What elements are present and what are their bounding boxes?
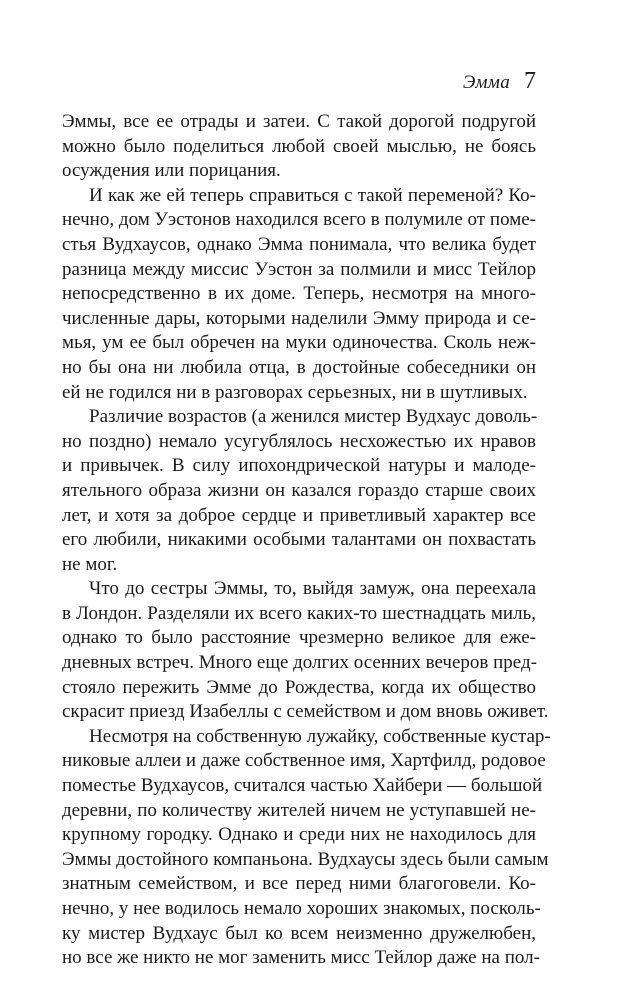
text-line: в Лондон. Разделяли их всего каких-то шестнадцать миль, (62, 602, 536, 624)
paragraph (62, 405, 536, 577)
text-line: ку мистер Вудхаус был ко всем неизменно дружелюбен, (62, 922, 536, 944)
running-title: Эмма (462, 72, 510, 93)
text-line: скрасит приезд Изабеллы с семейством и дом вновь оживет. (62, 701, 549, 723)
text-line: крупному городку. Однако и среди них не находилось для (62, 824, 536, 846)
text-line: осуждения или порицания. (62, 160, 281, 182)
text-line: разница между миссис Уэстон за полмили и мисс Тейлор (62, 258, 536, 280)
text-line: дневных встреч. Много еще долгих осенних вечеров пред- (62, 652, 537, 674)
text-line: и привычек. В силу ипохондрической натуры и малоде- (62, 455, 536, 477)
paragraph (62, 110, 536, 184)
text-line: Несмотря на собственную лужайку, собственные кустар- (89, 725, 551, 747)
text-line: мья, ум ее был обречен на муки одиночества. Сколь неж- (62, 332, 536, 354)
text-line: но поздно) немало усугублялось несхожестью их нравов (62, 430, 536, 452)
text-line: Эммы достойного компаньона. Вудхаусы здесь были самым (62, 848, 549, 870)
text-line: нечно, у нее водилось немало хороших знакомых, посколь- (62, 898, 541, 919)
text-line: Что до сестры Эммы, то, выйдя замуж, она переехала (89, 578, 536, 600)
paragraph (62, 184, 536, 405)
body-text (62, 110, 551, 971)
text-line: поместье Вудхаусов, считался частью Хайбери — большой (62, 775, 543, 797)
text-line: ей не годился ни в разговорах серьезных, ни в шутливых. (62, 381, 528, 403)
text-line: лет, и хотя за доброе сердце и приветливый характер все (62, 504, 536, 526)
text-line: никовые аллеи и даже собственное имя, Хартфилд, родовое (62, 750, 546, 772)
text-line: ятельного образа жизни он казался гораздо старше своих (62, 479, 536, 501)
paragraph (62, 577, 549, 725)
text-line: Эммы, все ее отрады и затеи. С такой дорогой подругой (62, 111, 536, 132)
text-line: деревни, по количеству жителей ничем не уступавшей не- (62, 799, 536, 821)
text-line: стья Вудхаусов, однако Эмма понимала, что велика будет (62, 233, 536, 255)
text-line: численные дары, которыми наделили Эмму природа и се- (62, 307, 536, 329)
text-line: непосредственно в их доме. Теперь, несмотря на много- (62, 283, 536, 305)
page-number: 7 (524, 68, 536, 94)
text-line: Различие возрастов (а женился мистер Вудхаус доволь- (89, 406, 538, 428)
book-page (62, 68, 551, 971)
paragraph (62, 725, 551, 971)
text-line: знатным семейством, и все перед ними благоговели. Ко- (62, 873, 536, 895)
text-line: но все же никто не мог заменить мисс Тейлор даже на пол- (62, 947, 540, 969)
running-head (62, 68, 536, 108)
text-line: но бы она ни любила отца, в достойные собеседники он (62, 356, 536, 378)
text-line: не мог. (62, 553, 118, 575)
text-line: И как же ей теперь справиться с такой переменой? Ко- (89, 184, 536, 206)
text-line: его любили, никакими особыми талантами он похвастать (62, 529, 536, 551)
text-line: нечно, дом Уэстонов находился всего в полумиле от поме- (62, 209, 536, 231)
text-line: однако то было расстояние чрезмерно великое для еже- (62, 627, 536, 649)
text-line: можно было поделиться любой своей мыслью, не боясь (62, 135, 536, 157)
text-line: стояло пережить Эмме до Рождества, когда их общество (62, 676, 536, 698)
